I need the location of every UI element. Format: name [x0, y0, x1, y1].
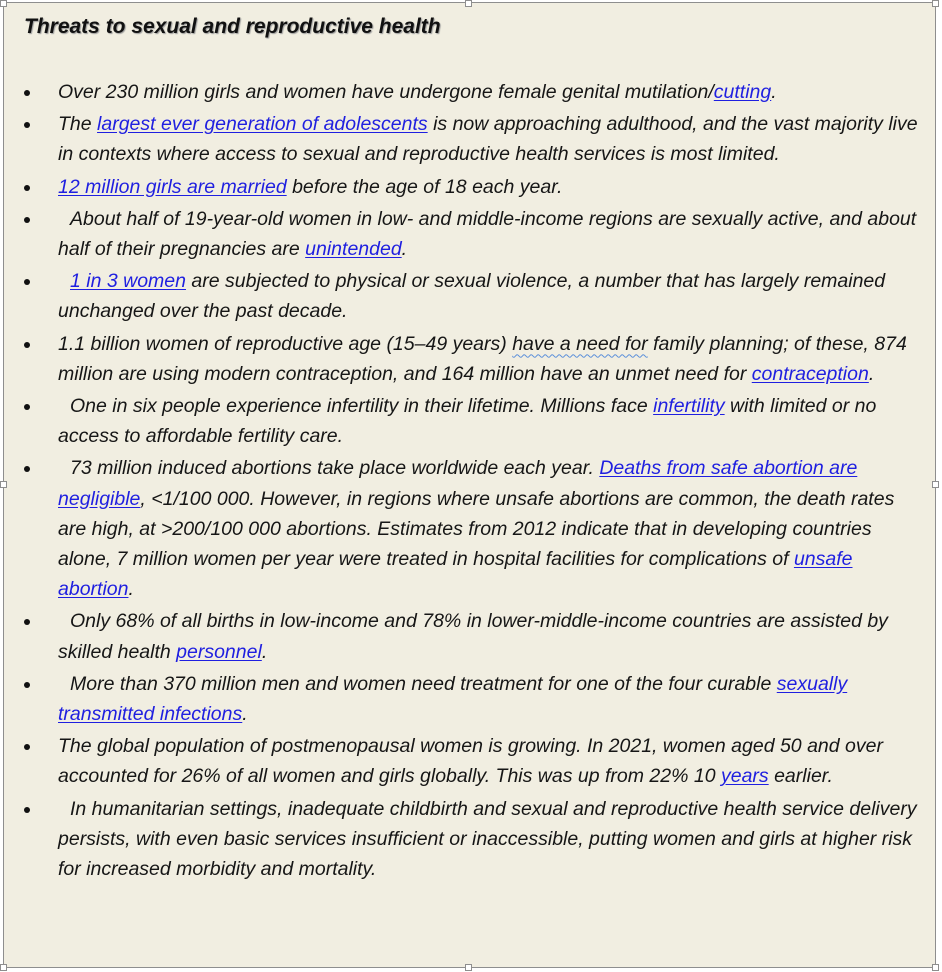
- threats-list: [4, 77, 934, 886]
- years-link[interactable]: years: [720, 765, 769, 788]
- resize-handle-bottom-right[interactable]: [932, 964, 939, 971]
- resize-handle-bottom-center[interactable]: [465, 964, 472, 971]
- list-item: 73 million induced abortions take place worldwide each year. Deaths from safe abortion are negligible, <1/100 000. However, in regions where unsafe abortions are common, the death rates are high, at >200/100 000 abortions. Estimates from 2012 indicate that in developing countries alone, 7 million women per year were treated in hospital facilities for complications of unsafe abortion.: [4, 453, 934, 604]
- list-item: One in six people experience infertility in their lifetime. Millions face infertility with limited or no access to affordable fertility care.: [4, 391, 934, 451]
- contraception-link[interactable]: contraception: [751, 362, 869, 385]
- list-item: Over 230 million girls and women have undergone female genital mutilation/cutting.: [4, 77, 934, 107]
- girls-married-link[interactable]: 12 million girls are married: [58, 175, 287, 198]
- adolescents-link[interactable]: largest ever generation of adolescents: [97, 113, 428, 136]
- infertility-link[interactable]: infertility: [653, 395, 725, 418]
- resize-handle-top-left[interactable]: [0, 0, 7, 7]
- personnel-link[interactable]: personnel: [176, 640, 262, 663]
- list-item: 1.1 billion women of reproductive age (15–49 years) have a need for family planning; of these, 874 million are using modern contraception, and 164 million have an unmet need for contraception.: [4, 329, 934, 389]
- unsafe-abortion-link[interactable]: unsafe abortion: [58, 548, 853, 601]
- grammar-flag[interactable]: have a need for: [512, 332, 648, 355]
- unintended-link[interactable]: unintended: [305, 238, 402, 261]
- list-item: About half of 19-year-old women in low- and middle-income regions are sexually active, and about half of their pregnancies are unintended.: [4, 204, 934, 264]
- list-item: The largest ever generation of adolescents is now approaching adulthood, and the vast majority live in contexts where access to sexual and reproductive health services is most limited.: [4, 109, 934, 169]
- one-in-three-link[interactable]: 1 in 3 women: [70, 270, 186, 293]
- list-item: Only 68% of all births in low-income and 78% in lower-middle-income countries are assisted by skilled health personnel.: [4, 606, 934, 666]
- sti-link[interactable]: sexually transmitted infections: [58, 672, 848, 726]
- box-title: Threats to sexual and reproductive health: [24, 15, 441, 38]
- list-item: The global population of postmenopausal women is growing. In 2021, women aged 50 and over accounted for 26% of all women and girls globally. This was up from 22% 10 years earlier.: [4, 731, 934, 791]
- text-box[interactable]: [3, 2, 936, 968]
- resize-handle-middle-right[interactable]: [932, 481, 939, 488]
- resize-handle-top-right[interactable]: [932, 0, 939, 7]
- list-item: 1 in 3 women are subjected to physical or sexual violence, a number that has largely remained unchanged over the past decade.: [4, 266, 934, 326]
- resize-handle-middle-left[interactable]: [0, 481, 7, 488]
- safe-abortion-link[interactable]: Deaths from safe abortion are negligible: [58, 457, 858, 510]
- resize-handle-top-center[interactable]: [465, 0, 472, 7]
- list-item: 12 million girls are married before the age of 18 each year.: [4, 172, 934, 202]
- cutting-link[interactable]: cutting: [713, 81, 772, 103]
- resize-handle-bottom-left[interactable]: [0, 964, 7, 971]
- list-item: In humanitarian settings, inadequate childbirth and sexual and reproductive health service delivery persists, with even basic services insufficient or inaccessible, putting women and girls at higher risk for increased morbidity and mortality.: [4, 794, 934, 885]
- list-item: More than 370 million men and women need treatment for one of the four curable sexually transmitted infections.: [4, 669, 934, 729]
